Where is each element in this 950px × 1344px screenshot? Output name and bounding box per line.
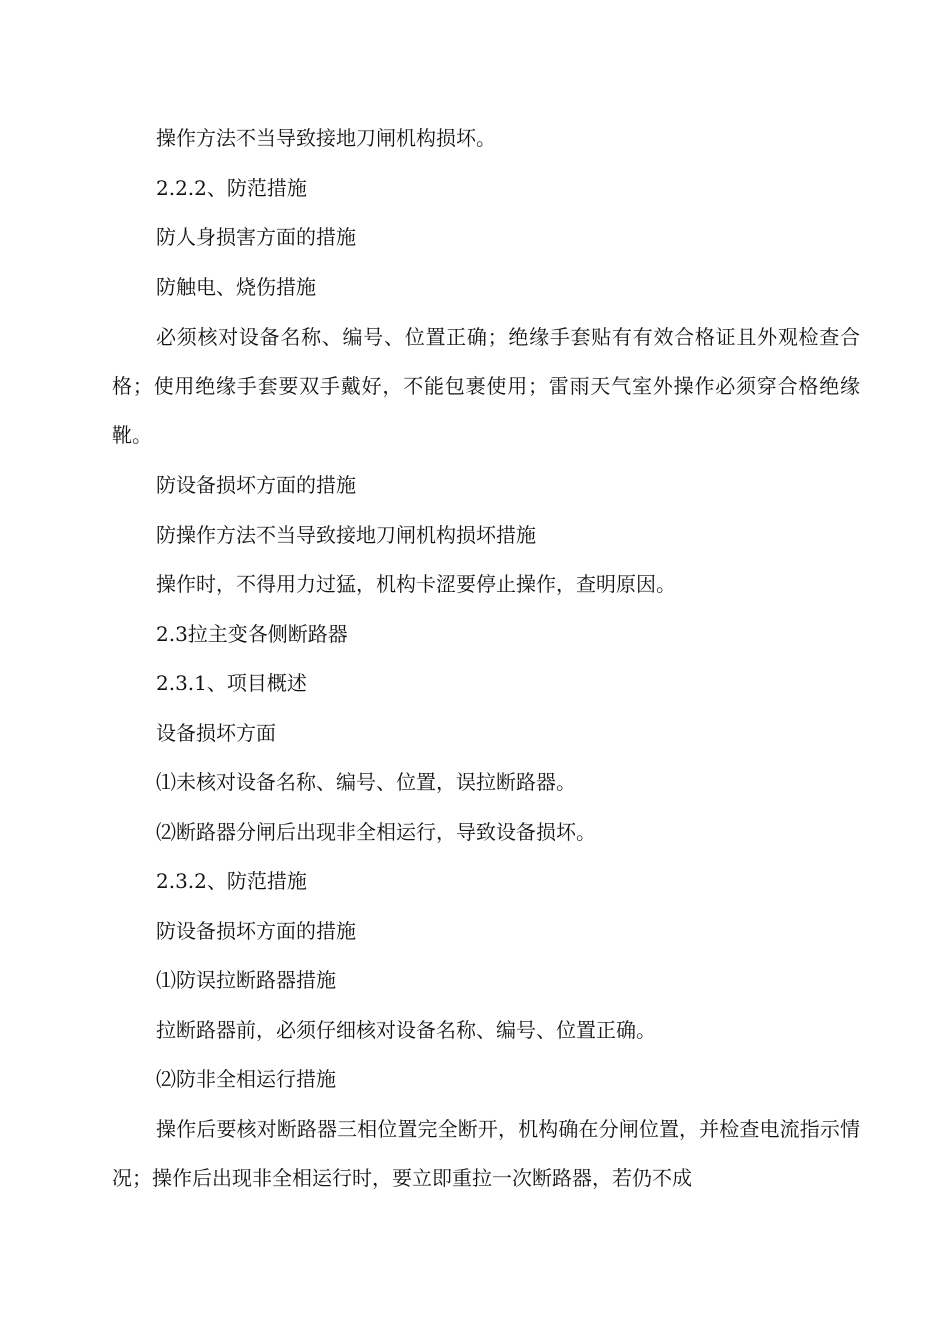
paragraph-13: ⑵断路器分闸后出现非全相运行，导致设备损坏。 — [156, 820, 596, 844]
paragraph-19: 操作后要核对断路器三相位置完全断开，机构确在分闸位置，并检查电流指示情况；操作后出现非全相运行时，要立即重拉一次断路器，若仍不成 — [112, 1117, 860, 1190]
section-heading-2-2-2: 2.2.2、防范措施 — [156, 176, 307, 200]
section-heading-2-3-2: 2.3.2、防范措施 — [156, 869, 307, 893]
paragraph-17: 拉断路器前，必须仔细核对设备名称、编号、位置正确。 — [156, 1018, 656, 1042]
paragraph-4: 防触电、烧伤措施 — [156, 275, 316, 299]
paragraph-16: ⑴防误拉断路器措施 — [156, 968, 336, 992]
paragraph-8: 操作时，不得用力过猛，机构卡涩要停止操作，查明原因。 — [156, 572, 676, 596]
paragraph-3: 防人身损害方面的措施 — [156, 225, 356, 249]
paragraph-5: 必须核对设备名称、编号、位置正确；绝缘手套贴有有效合格证且外观检查合格；使用绝缘手套要双手戴好，不能包裹使用；雷雨天气室外操作必须穿合格绝缘靴。 — [112, 325, 860, 447]
paragraph-7: 防操作方法不当导致接地刀闸机构损坏措施 — [156, 523, 536, 547]
paragraph-18: ⑵防非全相运行措施 — [156, 1067, 336, 1091]
paragraph-15: 防设备损坏方面的措施 — [156, 919, 356, 943]
section-heading-2-3-1: 2.3.1、项目概述 — [156, 671, 307, 695]
paragraph-12: ⑴未核对设备名称、编号、位置，误拉断路器。 — [156, 770, 576, 794]
paragraph-1: 操作方法不当导致接地刀闸机构损坏。 — [156, 126, 496, 150]
paragraph-11: 设备损坏方面 — [156, 721, 276, 745]
section-heading-2-3: 2.3拉主变各侧断路器 — [156, 622, 348, 646]
paragraph-6: 防设备损坏方面的措施 — [156, 473, 356, 497]
